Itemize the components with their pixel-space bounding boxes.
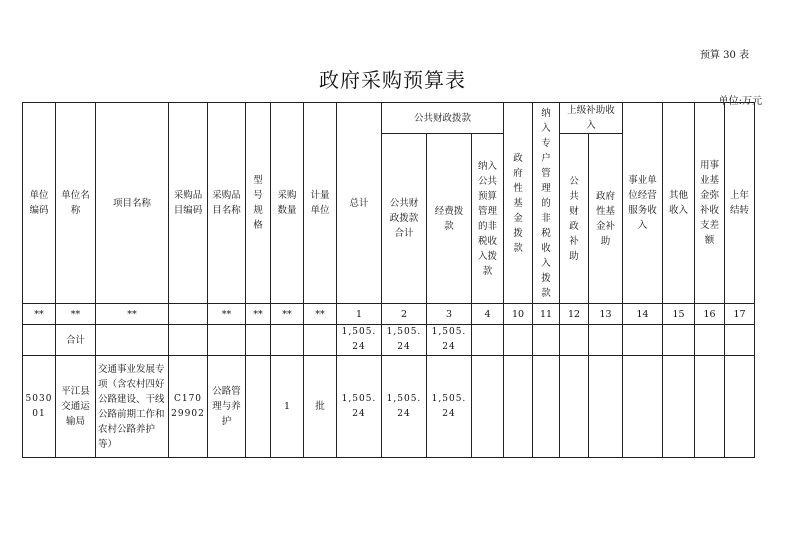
index-cell: **: [23, 304, 56, 325]
total-label: 合计: [56, 325, 96, 356]
index-cell: [169, 304, 208, 325]
row-item-name: 公路管理与养护: [208, 356, 246, 458]
header-item-name: 采购品目名称: [208, 103, 246, 304]
header-fund-gap: 用事业基金弥补收支差额: [695, 103, 725, 304]
index-cell: **: [208, 304, 246, 325]
index-cell: 17: [725, 304, 755, 325]
header-special-nontax: 纳入专户管理的非税收入拨款: [533, 103, 560, 304]
header-pf-subtotal: 公共财政拨款合计: [382, 134, 427, 304]
index-cell: **: [56, 304, 96, 325]
index-cell: 13: [589, 304, 623, 325]
index-cell: **: [246, 304, 271, 325]
row-model-spec: [246, 356, 271, 458]
index-cell: 1: [337, 304, 382, 325]
row-pf-expense: 1,505.24: [427, 356, 472, 458]
form-number: 预算 30 表: [700, 50, 750, 61]
header-superior-subsidy: 上级补助收入: [560, 103, 623, 134]
row-measure-unit: 批: [304, 356, 337, 458]
header-unit-code: 单位编码: [23, 103, 56, 304]
row-item-code: C17029902: [169, 356, 208, 458]
unit-label: 单位:万元: [718, 96, 762, 107]
header-project-name: 项目名称: [96, 103, 169, 304]
header-quantity: 采购数量: [271, 103, 304, 304]
index-row: [23, 304, 755, 325]
header-carryover: 上年结转: [725, 103, 755, 304]
row-pf-subtotal: 1,505.24: [382, 356, 427, 458]
index-cell: **: [271, 304, 304, 325]
header-pf-expense: 经费拨款: [427, 134, 472, 304]
table-row: [23, 356, 755, 458]
header-total: 总计: [337, 103, 382, 304]
index-cell: 10: [504, 304, 533, 325]
row-project-name: 交通事业发展专项（含农村四好公路建设、干线公路前期工作和农村公路养护等）: [96, 356, 169, 458]
row-quantity: 1: [271, 356, 304, 458]
header-business-income: 事业单位经营服务收入: [623, 103, 663, 304]
header-sub-gov-fund: 政府性基金补助: [589, 134, 623, 304]
total-row: [23, 325, 755, 356]
row-unit-code: 503001: [23, 356, 56, 458]
header-pf-nontax: 纳入公共预算管理的非税收入拨款: [472, 134, 504, 304]
index-cell: 3: [427, 304, 472, 325]
index-cell: 12: [560, 304, 589, 325]
header-public-finance: 公共财政拨款: [382, 103, 504, 134]
index-cell: 4: [472, 304, 504, 325]
index-cell: 16: [695, 304, 725, 325]
header-unit-name: 单位名称: [56, 103, 96, 304]
row-total: 1,505.24: [337, 356, 382, 458]
total-total: 1,505.24: [337, 325, 382, 356]
page-title: 政府采购预算表: [319, 68, 466, 92]
header-other-income: 其他收入: [663, 103, 695, 304]
header-model-spec: 型号规格: [246, 103, 271, 304]
header-sub-public-finance: 公共财政补助: [560, 134, 589, 304]
header-gov-fund: 政府性基金拨款: [504, 103, 533, 304]
index-cell: 2: [382, 304, 427, 325]
index-cell: **: [96, 304, 169, 325]
index-cell: 14: [623, 304, 663, 325]
procurement-budget-table: [22, 102, 755, 458]
header-item-code: 采购品目编码: [169, 103, 208, 304]
row-unit-name: 平江县交通运输局: [56, 356, 96, 458]
index-cell: 15: [663, 304, 695, 325]
header-measure-unit: 计量单位: [304, 103, 337, 304]
total-pf-subtotal: 1,505.24: [382, 325, 427, 356]
total-pf-expense: 1,505.24: [427, 325, 472, 356]
index-cell: **: [304, 304, 337, 325]
index-cell: 11: [533, 304, 560, 325]
